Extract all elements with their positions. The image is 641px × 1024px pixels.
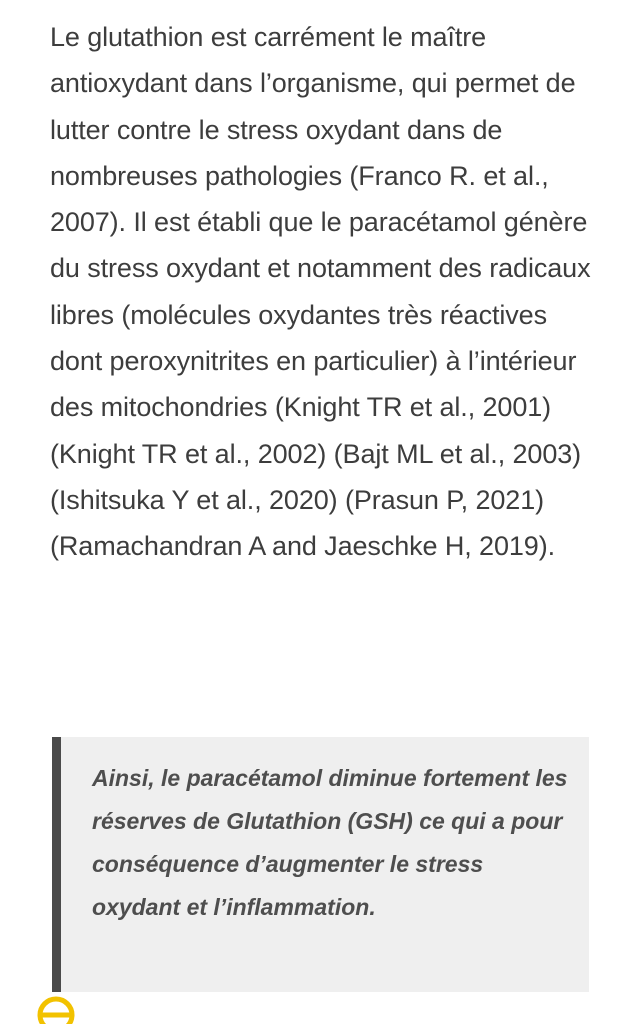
scroll-to-top-icon[interactable] — [36, 995, 76, 1024]
article-body — [50, 14, 600, 570]
article-paragraph: Le glutathion est carrément le maître antioxydant dans l’organisme, qui permet de lutter contre le stress oxydant dans de nombreuses pathologies (Franco R. et al., 2007). Il est établi que le paracétamol génère du stress oxydant et notamment des radicaux libres (molécules oxydantes très réactives dont peroxynitrites en particulier) à l’intérieur des mitochondries (Knight TR et al., 2001) (Knight TR et al., 2002) (Bajt ML et al., 2003) (Ishitsuka Y et al., 2020) (Prasun P, 2021) (Ramachandran A and Jaeschke H, 2019). — [50, 22, 591, 562]
blockquote — [52, 737, 589, 992]
blockquote-text: Ainsi, le paracétamol diminue fortement les réserves de Glutathion (GSH) ce qui a pour conséquence d’augmenter le stress oxydant et l’inflammation. — [92, 765, 568, 920]
